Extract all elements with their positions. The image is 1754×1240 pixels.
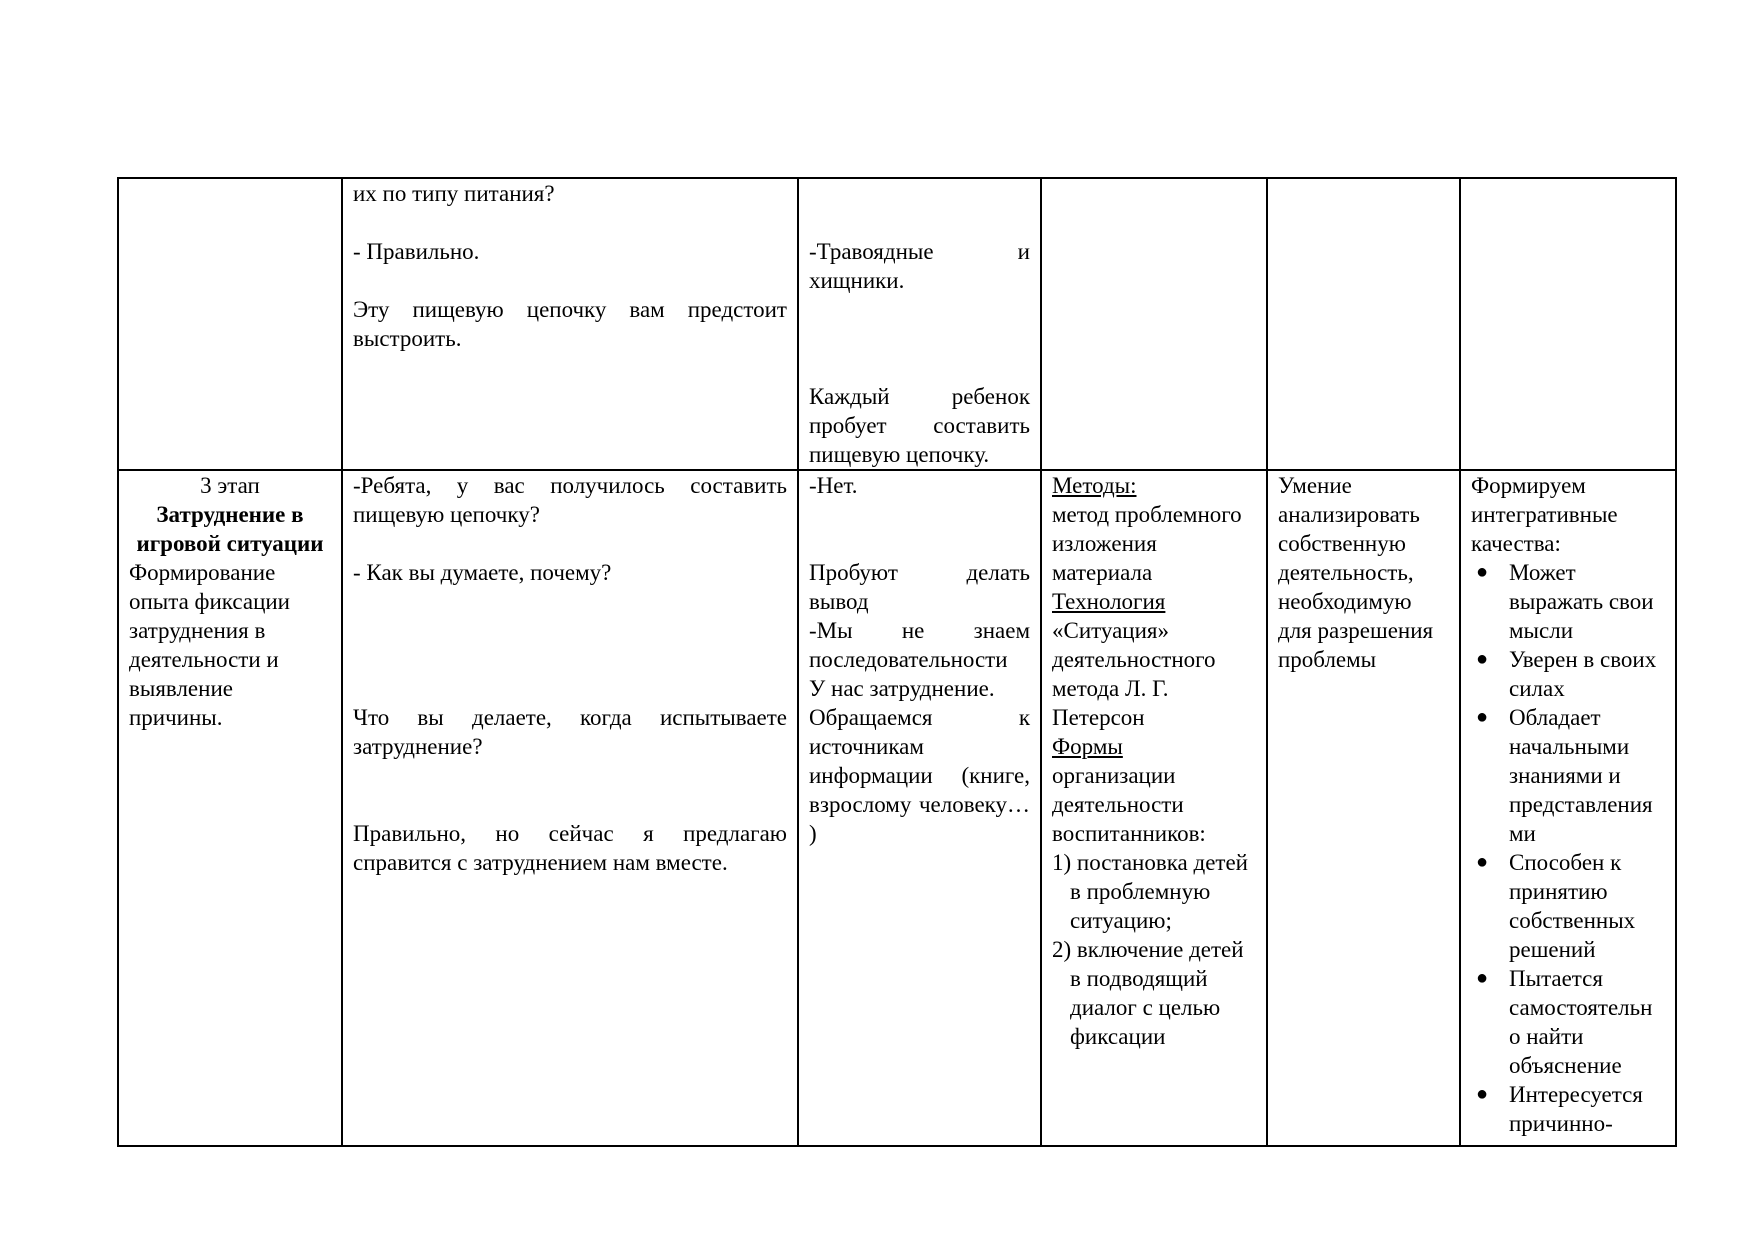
methods-cell bbox=[1041, 470, 1267, 1146]
qualities-cell bbox=[1460, 470, 1676, 1146]
paragraph: - Правильно. bbox=[353, 239, 480, 264]
table-row bbox=[118, 178, 1676, 470]
paragraph: -Ребята, у вас получилось составить пищевую цепочку? bbox=[353, 473, 787, 527]
list-item: ● Уверен в своих силах bbox=[1476, 647, 1657, 701]
list-item: ● Пытается самостоятельн о найти объяснение bbox=[1476, 966, 1653, 1078]
paragraph: Обращаемся к источникам информации (книге, взрослому человеку… ) bbox=[809, 705, 1030, 846]
stage-cell bbox=[118, 178, 342, 470]
paragraph: их по типу питания? bbox=[353, 181, 555, 206]
methods-text: метод проблемного изложения материала bbox=[1052, 502, 1242, 585]
paragraph: Пробуют делать вывод bbox=[809, 560, 1030, 614]
paragraph: Эту пищевую цепочку вам предстоит выстроить. bbox=[353, 297, 787, 351]
qualities-cell bbox=[1460, 178, 1676, 470]
bullet-icon: ● bbox=[1476, 967, 1489, 989]
teacher-activity-cell bbox=[342, 178, 798, 470]
lesson-plan-table bbox=[117, 177, 1677, 1147]
paragraph: Каждый ребенок пробует составить пищевую цепочку. bbox=[809, 384, 1030, 467]
skills-cell bbox=[1267, 470, 1460, 1146]
paragraph: -Мы не знаем последовательности bbox=[809, 618, 1030, 672]
forms-text: организации деятельности воспитанников: bbox=[1052, 763, 1206, 846]
paragraph: У нас затруднение. bbox=[809, 676, 995, 701]
paragraph: - Как вы думаете, почему? bbox=[353, 560, 612, 585]
paragraph: Что вы делаете, когда испытываете затруднение? bbox=[353, 705, 787, 759]
teacher-activity-cell bbox=[342, 470, 798, 1146]
list-item: ● Может выражать свои мысли bbox=[1476, 560, 1654, 643]
stage-description: Формирование опыта фиксации затруднения в деятельности и выявление причины. bbox=[129, 560, 290, 730]
list-item: ● Обладает начальными знаниями и представления ми bbox=[1476, 705, 1653, 846]
paragraph: -Нет. bbox=[809, 473, 858, 498]
qualities-list bbox=[1471, 558, 1665, 1138]
list-item: ● Интересуется причинно- bbox=[1476, 1082, 1643, 1136]
bullet-icon: ● bbox=[1476, 561, 1489, 583]
forms-list bbox=[1052, 848, 1256, 1051]
children-activity-cell bbox=[798, 178, 1041, 470]
methods-label: Методы: bbox=[1052, 473, 1137, 498]
stage-cell bbox=[118, 470, 342, 1146]
skills-cell bbox=[1267, 178, 1460, 470]
paragraph: Правильно, но сейчас я предлагаю справится с затруднением нам вместе. bbox=[353, 821, 787, 875]
children-activity-cell bbox=[798, 470, 1041, 1146]
technology-text: «Ситуация» деятельностного метода Л. Г. Петерсон bbox=[1052, 618, 1216, 730]
qualities-intro: Формируем интегративные качества: bbox=[1471, 473, 1618, 556]
bullet-icon: ● bbox=[1476, 706, 1489, 728]
methods-cell bbox=[1041, 178, 1267, 470]
bullet-icon: ● bbox=[1476, 851, 1489, 873]
table-row bbox=[118, 470, 1676, 1146]
skills-text: Умение анализировать собственную деятельность, необходимую для разрешения проблемы bbox=[1278, 473, 1434, 672]
list-item: ● Способен к принятию собственных решений bbox=[1476, 850, 1636, 962]
bullet-icon: ● bbox=[1476, 648, 1489, 670]
forms-label: Формы bbox=[1052, 734, 1123, 759]
technology-label: Технология bbox=[1052, 589, 1166, 614]
list-item: 1) постановка детей в проблемную ситуацию; bbox=[1052, 850, 1248, 933]
stage-number: 3 этап bbox=[200, 473, 260, 498]
paragraph: -Травоядные и хищники. bbox=[809, 239, 1030, 293]
list-item: 2) включение детей в подводящий диалог с целью фиксации bbox=[1052, 937, 1244, 1049]
bullet-icon: ● bbox=[1476, 1083, 1489, 1105]
stage-title: Затруднение в игровой ситуации bbox=[136, 502, 324, 556]
